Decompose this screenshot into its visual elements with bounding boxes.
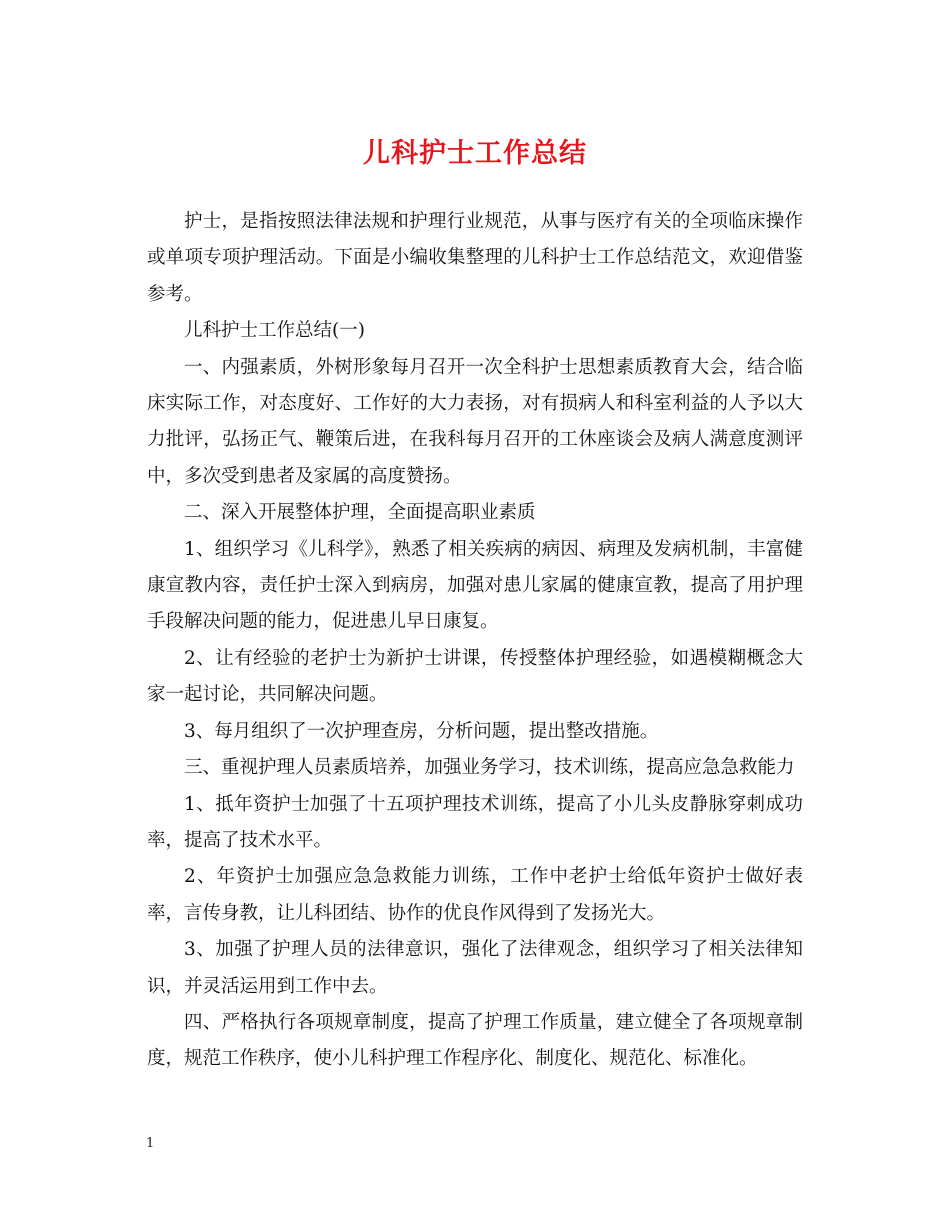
- document-title: 儿科护士工作总结: [363, 138, 587, 169]
- paragraph-item-2-2: 2、让有经验的老护士为新护士讲课，传授整体护理经验，如遇模糊概念大家一起讨论，共同解决问题。: [147, 647, 803, 706]
- paragraph-item-4: 四、严格执行各项规章制度，提高了护理工作质量，建立健全了各项规章制度，规范工作秩序，使小儿科护理工作程序化、制度化、规范化、标准化。: [147, 1011, 803, 1070]
- paragraph-section-heading: 儿科护士工作总结(一): [184, 320, 365, 342]
- paragraph-intro: 护士，是指按照法律法规和护理行业规范，从事与医疗有关的全项临床操作或单项专项护理活动。下面是小编收集整理的儿科护士工作总结范文，欢迎借鉴参考。: [147, 211, 803, 305]
- paragraph-item-2-1: 1、组织学习《儿科学》，熟悉了相关疾病的病因、病理及发病机制，丰富健康宣教内容，责任护士深入到病房，加强对患儿家属的健康宣教，提高了用护理手段解决问题的能力，促进患儿早日康复。: [147, 538, 803, 633]
- paragraph-item-3-heading: 三、重视护理人员素质培养，加强业务学习，技术训练，提高应急急救能力: [184, 757, 795, 779]
- paragraph-item-3-2: 2、年资护士加强应急急救能力训练，工作中老护士给低年资护士做好表率，言传身教，让儿科团结、协作的优良作风得到了发扬光大。: [147, 866, 803, 924]
- document-body: [147, 204, 803, 1078]
- page-number: 1: [146, 1136, 155, 1151]
- paragraph-item-3-3: 3、加强了护理人员的法律意识，强化了法律观念，组织学习了相关法律知识，并灵活运用到工作中去。: [147, 939, 803, 997]
- paragraph-item-2-3: 3、每月组织了一次护理查房，分析问题，提出整改措施。: [184, 720, 659, 742]
- paragraph-item-2-heading: 二、深入开展整体护理，全面提高职业素质: [184, 502, 536, 524]
- paragraph-item-1: 一、内强素质，外树形象每月召开一次全科护士思想素质教育大会，结合临床实际工作，对态度好、工作好的大力表扬，对有损病人和科室利益的人予以大力批评，弘扬正气、鞭策后进，在我科每月召开的工休座谈会及病人满意度测评中，多次受到患者及家属的高度赞扬。: [147, 356, 803, 487]
- paragraph-item-3-1: 1、抵年资护士加强了十五项护理技术训练，提高了小儿头皮静脉穿刺成功率，提高了技术水平。: [147, 793, 803, 851]
